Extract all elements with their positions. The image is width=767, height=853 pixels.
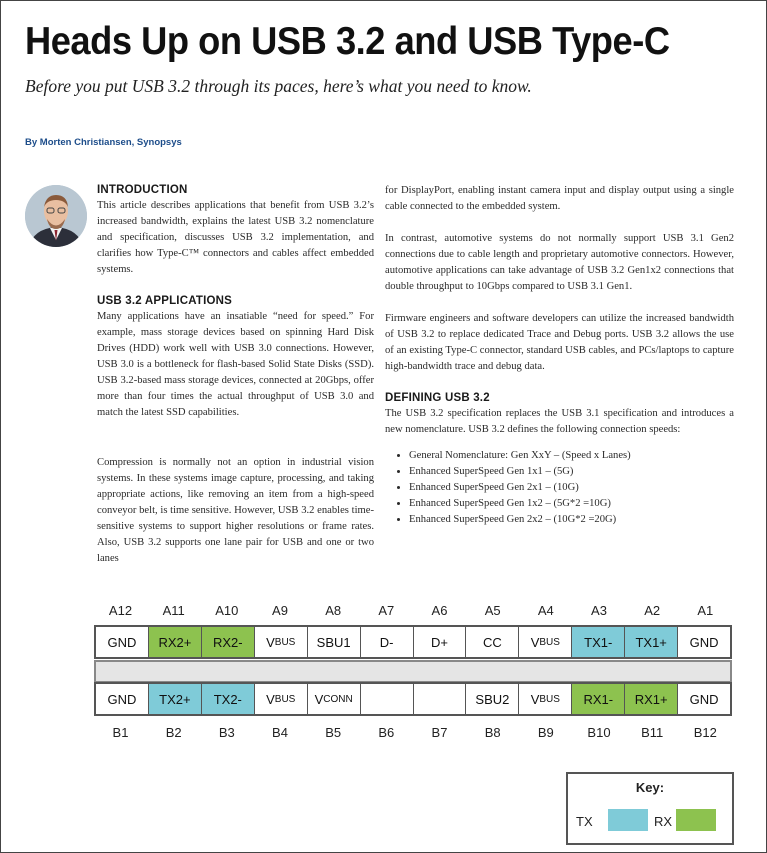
pin-cell: [361, 684, 414, 714]
applications-heading: USB 3.2 APPLICATIONS: [97, 295, 232, 307]
key-rx-label: RX: [654, 814, 673, 829]
column-2-paragraph-1: for DisplayPort, enabling instant camera input and display output using a single cable connected to the embedded system.: [385, 185, 734, 212]
author-photo: [25, 185, 87, 247]
speed-list: [385, 448, 734, 528]
byline: By Morten Christiansen, Synopsys: [25, 137, 182, 148]
introduction-paragraph: This article describes applications that benefit from USB 3.2’s increased bandwidth, explains the latest USB 3.2 nomenclature and specification, discusses USB 3.2 implementation, and clarifies how Type-C™ connectors and cables affect embedded systems.: [97, 200, 374, 275]
pin-label-bottom-b8: B8: [484, 725, 501, 740]
pin-cell: V CONN: [308, 684, 361, 714]
connector-tongue: [94, 660, 732, 683]
list-item: • Enhanced SuperSpeed Gen 2x2 – (10G*2 =20G): [409, 512, 734, 528]
pin-row-top: [94, 625, 732, 659]
pin-label-bottom-b4: B4: [272, 725, 288, 740]
pin-label-bottom-b2: B2: [165, 725, 182, 740]
pin-label-top-a4: A4: [537, 603, 554, 618]
pin-cell: RX2+: [149, 627, 202, 657]
pin-label-top-a5: A5: [484, 603, 501, 618]
column-2-paragraph-2: In contrast, automotive systems do not normally support USB 3.1 Gen2 connections due to cable length and proprietary automotive connectors. However, automotive applications can take advantage of USB 3.2 Gen1x2 connections that double throughput to 10Gbps compared to USB 3.1 Gen1.: [385, 233, 734, 292]
pin-label-bottom-b9: B9: [537, 725, 554, 740]
pin-row-bottom: [94, 682, 732, 716]
article-subtitle: Before you put USB 3.2 through its paces, here’s what you need to know.: [25, 76, 532, 96]
column-1-bottom: [97, 455, 374, 567]
pin-cell: GND: [96, 684, 149, 714]
list-item: • Enhanced SuperSpeed Gen 1x1 – (5G): [409, 464, 734, 480]
pin-cell: TX2+: [149, 684, 202, 714]
column-2: [385, 183, 734, 528]
applications-paragraph-2: Compression is normally not an option in industrial vision systems. In these systems image capture, processing, and taking appropriate actions, like removing an item from a high-speed conveyor belt, is time sensitive. However, USB 3.2 enables time-sensitive systems to support higher resolutions or frame rates. Also, USB 3.2 supports one lane pair for USB and one or two lanes: [97, 457, 374, 564]
pin-label-top-a3: A3: [591, 603, 607, 618]
pin-label-bottom-b6: B6: [378, 725, 395, 740]
pin-label-top-a10: A10: [215, 603, 239, 618]
pin-cell: V BUS: [255, 684, 308, 714]
list-item: • Enhanced SuperSpeed Gen 2x1 – (10G): [409, 480, 734, 496]
list-item: • Enhanced SuperSpeed Gen 1x2 – (5G*2 =10G): [409, 496, 734, 512]
pin-cell: GND: [689, 691, 719, 707]
key-tx-label: TX: [576, 814, 593, 829]
article-title: Heads Up on USB 3.2 and USB Type-C: [25, 20, 670, 63]
defining-heading: DEFINING USB 3.2: [385, 392, 490, 404]
pin-label-bottom-b5: B5: [325, 725, 342, 740]
pin-cell: D-: [361, 627, 414, 657]
column-2-paragraph-3: Firmware engineers and software developers can utilize the increased bandwidth of USB 3.2 to replace dedicated Trace and Debug ports. USB 3.2 allows the use of an existing Type-C connector, standard USB cables, and PCs/laptops to capture high-bandwidth trace and debug data.: [385, 313, 734, 372]
pin-cell: RX1+: [625, 684, 678, 714]
pin-label-bottom-b7: B7: [431, 725, 448, 740]
defining-paragraph: The USB 3.2 specification replaces the USB 3.1 specification and introduces a new nomenclature. USB 3.2 defines the following connection speeds:: [385, 408, 734, 435]
applications-paragraph-1: Many applications have an insatiable “need for speed.” For example, mass storage devices based on spinning Hard Disk Drives (HDD) work well with USB 3.0 connections. However, USB 3.0 is a bottleneck for flash-based Solid State Disks (SSD). USB 3.2-based mass storage devices, connected at 20Gbps, offer more than four times the actual throughput of USB 3.0 and match the latest SSD capabilities.: [97, 311, 374, 418]
pin-label-top-a6: A6: [431, 603, 448, 618]
pin-cell: RX1-: [572, 684, 625, 714]
pin-label-bottom-b10: B10: [587, 725, 611, 740]
pin-label-top-a11: A11: [162, 603, 185, 618]
color-key: [566, 772, 734, 845]
pin-cell: SBU2: [466, 684, 519, 714]
key-rx-swatch: [676, 809, 716, 831]
pin-cell: V BUS: [519, 684, 572, 714]
pin-label-top-a12: A12: [108, 603, 133, 618]
pin-label-bottom-b11: B11: [641, 725, 664, 740]
key-tx-swatch: [608, 809, 648, 831]
pin-label-top-a9: A9: [272, 603, 288, 618]
pin-cell: V BUS: [519, 627, 572, 657]
key-title: Key:: [635, 780, 665, 795]
pin-cell: D+: [414, 627, 467, 657]
introduction-heading: INTRODUCTION: [97, 184, 188, 196]
pin-cell: GND: [689, 634, 719, 650]
pin-cell: [414, 684, 467, 714]
column-1-top: [97, 183, 374, 421]
pin-cell: SBU1: [308, 627, 361, 657]
pin-cell: TX1+: [625, 627, 678, 657]
pin-label-bottom-b3: B3: [218, 725, 235, 740]
pin-cell: TX2-: [202, 684, 255, 714]
pin-label-top-a8: A8: [325, 603, 342, 618]
pin-label-bottom-b12: B12: [693, 725, 717, 740]
pin-label-top-a2: A2: [644, 603, 661, 618]
list-item: • General Nomenclature: Gen XxY – (Speed x Lanes): [409, 448, 734, 464]
pin-label-top-a1: A1: [697, 603, 714, 618]
pin-label-bottom-b1: B1: [112, 725, 129, 740]
pin-cell: GND: [96, 627, 149, 657]
pin-cell: TX1-: [572, 627, 625, 657]
pin-cell: RX2-: [202, 627, 255, 657]
pin-label-top-a7: A7: [378, 603, 395, 618]
pin-cell: CC: [466, 627, 519, 657]
pin-cell: V BUS: [255, 627, 308, 657]
